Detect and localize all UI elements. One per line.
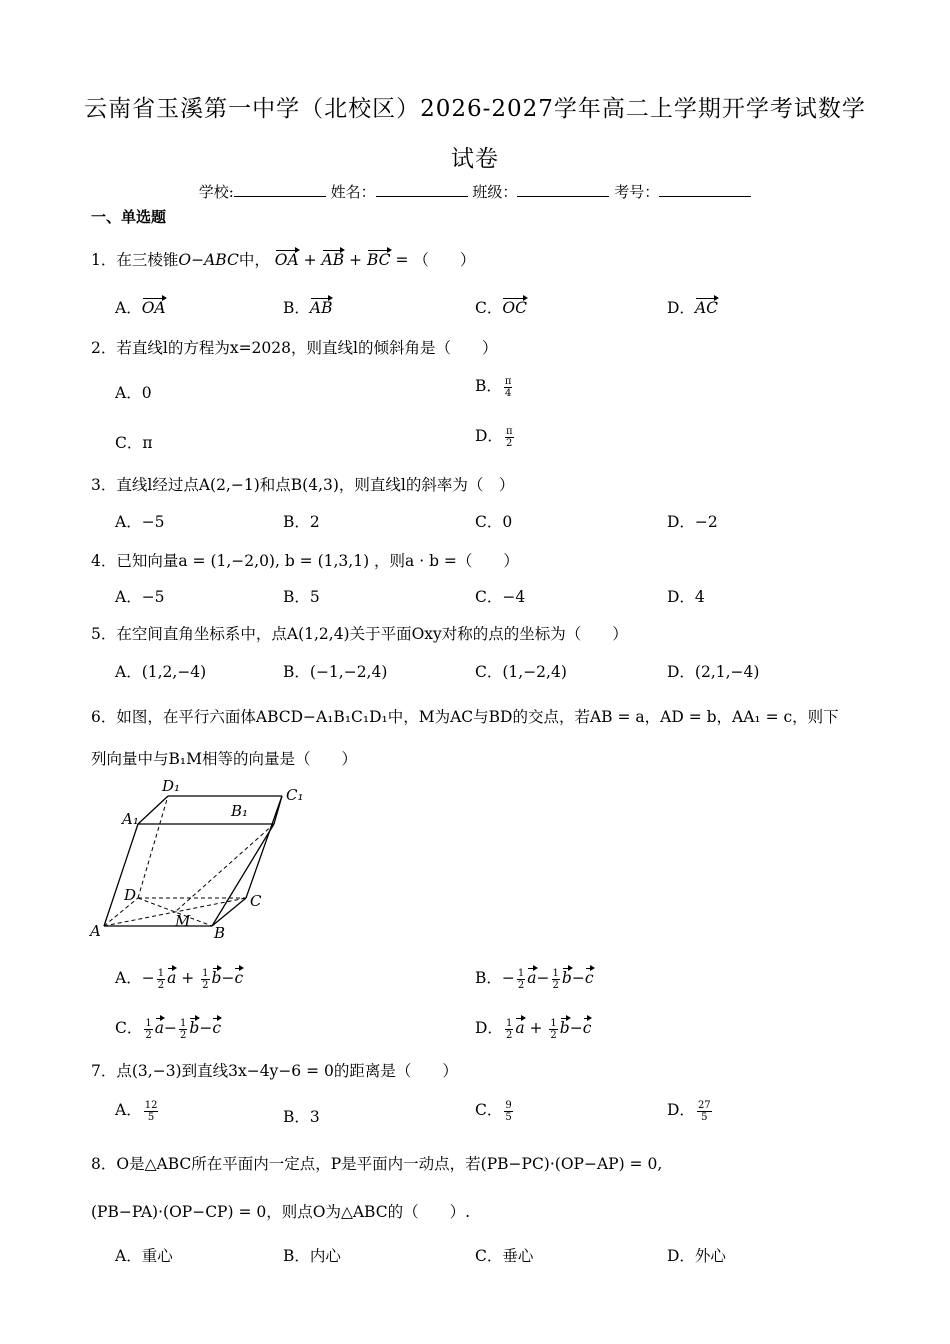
exam-no-label: 考号： (614, 183, 660, 201)
q7-option-c: C． $\frac{9}{5}$ (475, 1099, 512, 1123)
q8-option-c: C．垂心 (475, 1247, 534, 1265)
question-5: 5．在空间直角坐标系中，点A(1,2,4)关于平面Oxy对称的点的坐标为（ ） (91, 625, 628, 643)
edge-BB1 (212, 824, 274, 926)
q1-option-a: A．OA (115, 299, 166, 317)
q7-option-a: A． $\frac{12}{5}$ (115, 1099, 158, 1123)
edge-BC (212, 898, 246, 926)
question-8-line1: 8．O是△ABC所在平面内一定点，P是平面内一动点，若(PB−PC)·(OP−AP) = 0, (91, 1155, 663, 1173)
q5-option-a: A．(1,2,−4) (115, 663, 207, 681)
label-D: D (124, 886, 137, 904)
student-info-row (0, 181, 950, 202)
edge-CC1 (246, 796, 282, 898)
q3-option-a: A．−5 (115, 513, 165, 531)
q2-option-a: A．0 (115, 384, 152, 402)
question-4: 4．已知向量a = (1,−2,0), b = (1,3,1) ，则a · b =（ ） (91, 552, 519, 570)
q6-option-d: D． $\frac{1}{2}$ a + $\frac{1}{2}$ b−c (475, 1017, 592, 1041)
q6-option-b: B．− $\frac{1}{2}$ a− $\frac{1}{2}$ b−c (475, 967, 594, 991)
q4-option-a: A．−5 (115, 588, 165, 606)
question-8-line2: (PB−PA)·(OP−CP) = 0，则点O为△ABC的（ ）. (91, 1203, 471, 1221)
label-C: C (250, 892, 262, 910)
q6-option-a: A．− $\frac{1}{2}$ a + $\frac{1}{2}$ b−c (115, 967, 244, 991)
q1-option-c: C．OC (475, 299, 527, 317)
question-2: 2．若直线l的方程为x=2028，则直线l的倾斜角是（ ） (91, 339, 498, 357)
page-title: 云南省玉溪第一中学（北校区）2026-2027学年高二上学期开学考试数学 (84, 96, 866, 122)
q6-option-c: C． $\frac{1}{2}$ a− $\frac{1}{2}$ b−c (115, 1017, 221, 1041)
q8-option-a: A．重心 (115, 1247, 173, 1265)
q3-option-b: B．2 (283, 513, 320, 531)
edge-AA1 (104, 824, 138, 926)
question-7: 7．点(3,−3)到直线3x−4y−6 = 0的距离是（ ） (91, 1062, 458, 1080)
exam-no-blank[interactable] (659, 184, 751, 197)
q5-option-b: B．(−1,−2,4) (283, 663, 388, 681)
q5-option-c: C．(1,−2,4) (475, 663, 567, 681)
page-title-line2: 试卷 (451, 146, 499, 172)
label-C1: C₁ (286, 786, 304, 804)
q2-option-d: D． $\frac{\pi}{2}$ (475, 425, 513, 449)
question-6-line2: 列向量中与B₁M相等的向量是（ ） (91, 750, 357, 768)
section-heading: 一、单选题 (91, 208, 167, 226)
label-A: A (90, 922, 101, 940)
q8-option-d: D．外心 (667, 1247, 726, 1265)
name-label: 姓名： (330, 183, 376, 201)
q7-option-d: D． $\frac{27}{5}$ (667, 1099, 711, 1123)
question-3: 3．直线l经过点A(2,−1)和点B(4,3)，则直线l的斜率为（ ） (91, 476, 515, 494)
q4-option-d: D．4 (667, 588, 705, 606)
class-label: 班级： (472, 183, 518, 201)
q1-option-d: D．AC (667, 299, 718, 317)
q7-option-b: B．3 (283, 1108, 320, 1126)
class-blank[interactable] (517, 184, 609, 197)
question-6-line1: 6．如图，在平行六面体ABCD−A₁B₁C₁D₁中，M为AC与BD的交点，若AB = a，AD = b，AA₁ = c，则下 (91, 708, 839, 726)
edge-DD1 (138, 796, 168, 898)
q3-option-c: C．0 (475, 513, 513, 531)
label-D1: D₁ (162, 777, 181, 795)
label-B1: B₁ (231, 802, 249, 820)
label-M: M (175, 912, 191, 930)
name-blank[interactable] (376, 184, 468, 197)
q5-option-d: D．(2,1,−4) (667, 663, 760, 681)
question-1: 1．在三棱锥O−ABC中， OA + AB + BC = （ ） (91, 251, 476, 269)
q1-option-b: B．AB (283, 299, 333, 317)
label-A1: A₁ (122, 810, 139, 828)
q2-option-c: C．π (115, 434, 153, 452)
q4-option-c: C．−4 (475, 588, 526, 606)
q4-option-b: B．5 (283, 588, 320, 606)
school-label: 学校: (198, 183, 234, 201)
q2-option-b: B． $\frac{\pi}{4}$ (475, 375, 512, 399)
school-blank[interactable] (234, 184, 326, 197)
q3-option-d: D．−2 (667, 513, 718, 531)
label-B: B (214, 924, 226, 942)
parallelepiped-figure (86, 776, 316, 944)
q8-option-b: B．内心 (283, 1247, 341, 1265)
